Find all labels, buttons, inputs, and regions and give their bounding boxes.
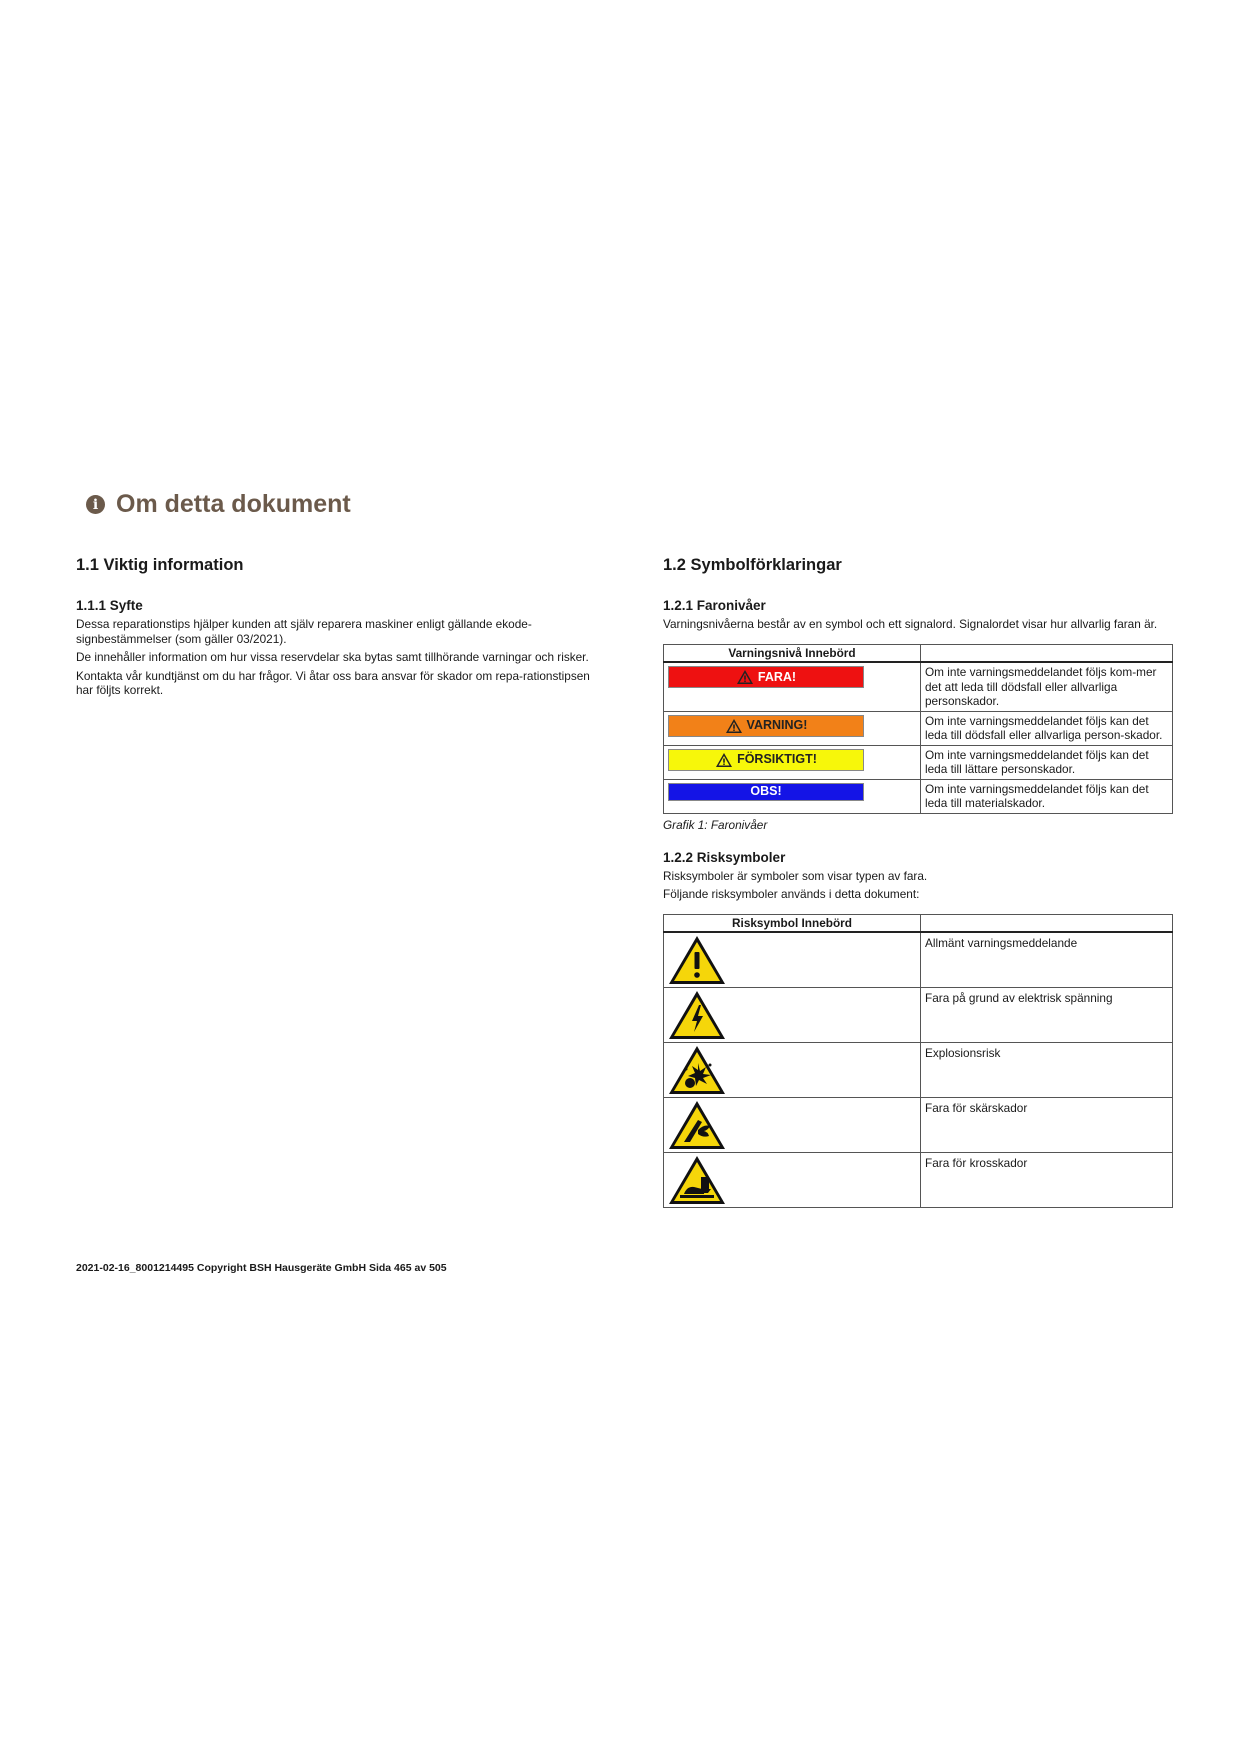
page-footer: 2021-02-16_8001214495 Copyright BSH Hausgeräte GmbH Sida 465 av 505 — [76, 1262, 447, 1274]
section-important-info — [76, 556, 596, 702]
crush-hazard-icon — [668, 1155, 726, 1205]
info-icon: i — [86, 495, 105, 514]
table-row — [664, 745, 1173, 779]
table-row — [664, 1153, 1173, 1208]
table-cell: Explosionsrisk — [921, 1043, 1173, 1098]
subsection-heading: 1.2.1 Faronivåer — [663, 598, 766, 613]
subsection-heading: 1.2.2 Risksymboler — [663, 849, 786, 865]
table-cell: Fara på grund av elektrisk spänning — [921, 988, 1173, 1043]
cut-hazard-icon — [668, 1100, 726, 1150]
explosion-icon — [668, 1045, 726, 1095]
table-cell: Om inte varningsmeddelandet följs kan det leda till lättare personskador. — [921, 745, 1173, 779]
warning-triangle-icon — [736, 669, 754, 685]
signal-varning-badge — [668, 715, 864, 737]
signal-obs-badge — [668, 783, 864, 801]
risk-symbols-table — [663, 914, 1173, 1209]
table-row — [664, 662, 1173, 711]
signal-word: OBS! — [750, 784, 782, 799]
table-row — [664, 711, 1173, 745]
figure-caption: Grafik 1: Faronivåer — [663, 817, 768, 832]
table-header-row — [664, 914, 1173, 932]
table-cell: Fara för skärskador — [921, 1098, 1173, 1153]
table-row — [664, 779, 1173, 813]
signal-fara-badge — [668, 666, 864, 688]
table-header-cell: Risksymbol Innebörd — [664, 914, 921, 932]
general-warning-icon — [668, 935, 726, 985]
table-header-row — [664, 644, 1173, 662]
page-title: Om detta dokument — [116, 490, 351, 518]
electric-voltage-icon — [668, 990, 726, 1040]
warning-levels-table — [663, 644, 1173, 814]
table-row — [664, 932, 1173, 988]
table-cell: Fara för krosskador — [921, 1153, 1173, 1208]
signal-word: FARA! — [757, 669, 797, 684]
signal-forsiktigt-badge — [668, 749, 864, 771]
signal-word: VARNING! — [746, 718, 808, 733]
table-cell: Allmänt varningsmeddelande — [921, 932, 1173, 988]
paragraph: Följande risksymboler används i detta dokument: — [663, 887, 920, 901]
section-symbol-explanations — [663, 556, 1177, 1208]
page-heading — [86, 490, 351, 519]
section-heading: 1.1 Viktig information — [76, 556, 244, 574]
paragraph: De innehåller information om hur vissa reservdelar ska bytas samt tillhörande varningar och risker. — [76, 650, 589, 664]
section-heading: 1.2 Symbolförklaringar — [663, 556, 842, 574]
table-cell: Om inte varningsmeddelandet följs kan det leda till dödsfall eller allvarliga person-skador. — [921, 711, 1173, 745]
paragraph: Kontakta vår kundtjänst om du har frågor. Vi åtar oss bara ansvar för skador om repa-rationstipsen har följts korrekt. — [76, 668, 590, 697]
table-cell: Om inte varningsmeddelandet följs kan det leda till materialskador. — [921, 779, 1173, 813]
table-cell: Om inte varningsmeddelandet följs kom-mer det att leda till dödsfall eller allvarliga personskador. — [921, 662, 1173, 711]
subsection-heading: 1.1.1 Syfte — [76, 598, 143, 613]
signal-word: FÖRSIKTIGT! — [737, 752, 817, 767]
paragraph: Risksymboler är symboler som visar typen av fara. — [663, 868, 928, 883]
warning-triangle-icon — [725, 718, 743, 734]
warning-triangle-icon — [715, 752, 733, 768]
table-row — [664, 988, 1173, 1043]
table-row — [664, 1098, 1173, 1153]
table-row — [664, 1043, 1173, 1098]
table-header-cell: Varningsnivå Innebörd — [664, 644, 921, 662]
paragraph: Varningsnivåerna består av en symbol och ett signalord. Signalordet visar hur allvarlig faran är. — [663, 617, 1158, 631]
table-header-cell — [921, 914, 1173, 932]
paragraph: Dessa reparationstips hjälper kunden att själv reparera maskiner enligt gällande ekode-signbestämmelser (som gäller 03/2021). — [76, 617, 532, 646]
table-header-cell — [921, 644, 1173, 662]
